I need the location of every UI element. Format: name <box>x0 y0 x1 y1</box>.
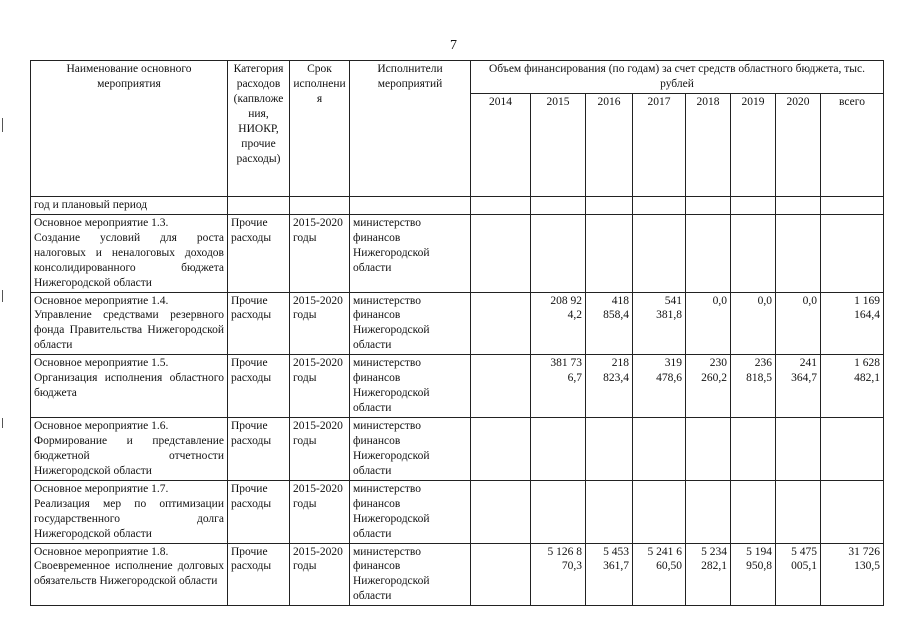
total-value <box>821 418 884 481</box>
total-value <box>821 480 884 543</box>
year-value: 5 126 8 70,3 <box>531 543 586 606</box>
table-row <box>31 355 884 418</box>
year-value <box>471 292 531 355</box>
expense-category: Прочие расходы <box>228 418 290 481</box>
year-value <box>531 480 586 543</box>
execution-term: 2015-2020 годы <box>290 355 350 418</box>
header-year: 2017 <box>633 93 686 196</box>
activity-name: Основное мероприятие 1.8. Своевременное исполнение долговых обязательств Нижегородской области <box>31 543 228 606</box>
activity-name: Основное мероприятие 1.3. Создание условий для роста налоговых и неналоговых доходов консолидированного бюджета Нижегородской области <box>31 214 228 292</box>
year-value: 208 92 4,2 <box>531 292 586 355</box>
table-row <box>31 480 884 543</box>
year-value: 230 260,2 <box>686 355 731 418</box>
year-value <box>471 480 531 543</box>
year-value <box>633 418 686 481</box>
year-value: 5 475 005,1 <box>776 543 821 606</box>
expense-category: Прочие расходы <box>228 543 290 606</box>
header-category: Категория расходов (капвложения, НИОКР, прочие расходы) <box>228 61 290 197</box>
expense-category: Прочие расходы <box>228 292 290 355</box>
header-year: 2019 <box>731 93 776 196</box>
year-value: 0,0 <box>776 292 821 355</box>
year-value <box>586 214 633 292</box>
executor: министерство финансов Нижегородской области <box>350 292 471 355</box>
scan-edge-mark <box>2 418 3 428</box>
executor: министерство финансов Нижегородской области <box>350 543 471 606</box>
year-value <box>471 418 531 481</box>
header-name: Наименование основного мероприятия <box>31 61 228 197</box>
executor: министерство финансов Нижегородской области <box>350 418 471 481</box>
year-value <box>686 214 731 292</box>
header-year: 2020 <box>776 93 821 196</box>
table-row <box>31 418 884 481</box>
header-year: 2016 <box>586 93 633 196</box>
header-year: 2015 <box>531 93 586 196</box>
total-value: 1 169 164,4 <box>821 292 884 355</box>
year-value <box>686 418 731 481</box>
continuation-text: год и плановый период <box>31 196 228 214</box>
executor: министерство финансов Нижегородской области <box>350 214 471 292</box>
activity-name: Основное мероприятие 1.7. Реализация мер по оптимизации государственного долга Нижегородской области <box>31 480 228 543</box>
year-value: 218 823,4 <box>586 355 633 418</box>
activity-name: Основное мероприятие 1.4. Управление средствами резервного фонда Правительства Нижегородской области <box>31 292 228 355</box>
page-number: 7 <box>450 38 457 53</box>
year-value <box>776 214 821 292</box>
execution-term: 2015-2020 годы <box>290 214 350 292</box>
total-value: 1 628 482,1 <box>821 355 884 418</box>
total-value: 31 726 130,5 <box>821 543 884 606</box>
year-value <box>471 355 531 418</box>
year-value: 319 478,6 <box>633 355 686 418</box>
expense-category: Прочие расходы <box>228 214 290 292</box>
year-value <box>731 480 776 543</box>
year-value: 5 241 6 60,50 <box>633 543 686 606</box>
year-value <box>531 214 586 292</box>
execution-term: 2015-2020 годы <box>290 292 350 355</box>
table-row <box>31 214 884 292</box>
activity-name: Основное мероприятие 1.6. Формирование и представление бюджетной отчетности Нижегородской области <box>31 418 228 481</box>
year-value <box>776 480 821 543</box>
year-value: 541 381,8 <box>633 292 686 355</box>
executor: министерство финансов Нижегородской области <box>350 355 471 418</box>
header-row <box>31 61 884 94</box>
executor: министерство финансов Нижегородской области <box>350 480 471 543</box>
year-value <box>531 418 586 481</box>
expense-category: Прочие расходы <box>228 480 290 543</box>
year-value <box>776 418 821 481</box>
year-value <box>471 214 531 292</box>
year-value: 418 858,4 <box>586 292 633 355</box>
year-value <box>586 418 633 481</box>
header-term: Срок исполнения <box>290 61 350 197</box>
year-value: 0,0 <box>731 292 776 355</box>
table-row <box>31 292 884 355</box>
expense-category: Прочие расходы <box>228 355 290 418</box>
activity-name: Основное мероприятие 1.5. Организация исполнения областного бюджета <box>31 355 228 418</box>
year-value: 236 818,5 <box>731 355 776 418</box>
header-executors: Исполнители мероприятий <box>350 61 471 197</box>
year-value <box>633 214 686 292</box>
scan-edge-mark <box>2 118 3 132</box>
year-value: 241 364,7 <box>776 355 821 418</box>
year-value: 381 73 6,7 <box>531 355 586 418</box>
year-value <box>731 418 776 481</box>
total-value <box>821 214 884 292</box>
continuation-row <box>31 196 884 214</box>
header-funding: Объем финансирования (по годам) за счет средств областного бюджета, тыс. рублей <box>471 61 884 94</box>
scan-edge-mark <box>2 290 3 302</box>
year-value: 0,0 <box>686 292 731 355</box>
year-value: 5 234 282,1 <box>686 543 731 606</box>
header-year: 2014 <box>471 93 531 196</box>
year-value <box>471 543 531 606</box>
year-value <box>731 214 776 292</box>
year-value <box>633 480 686 543</box>
year-value: 5 194 950,8 <box>731 543 776 606</box>
header-year: 2018 <box>686 93 731 196</box>
execution-term: 2015-2020 годы <box>290 418 350 481</box>
table-row <box>31 543 884 606</box>
year-value <box>586 480 633 543</box>
execution-term: 2015-2020 годы <box>290 480 350 543</box>
execution-term: 2015-2020 годы <box>290 543 350 606</box>
header-total: всего <box>821 93 884 196</box>
funding-table <box>30 60 884 606</box>
year-value: 5 453 361,7 <box>586 543 633 606</box>
year-value <box>686 480 731 543</box>
